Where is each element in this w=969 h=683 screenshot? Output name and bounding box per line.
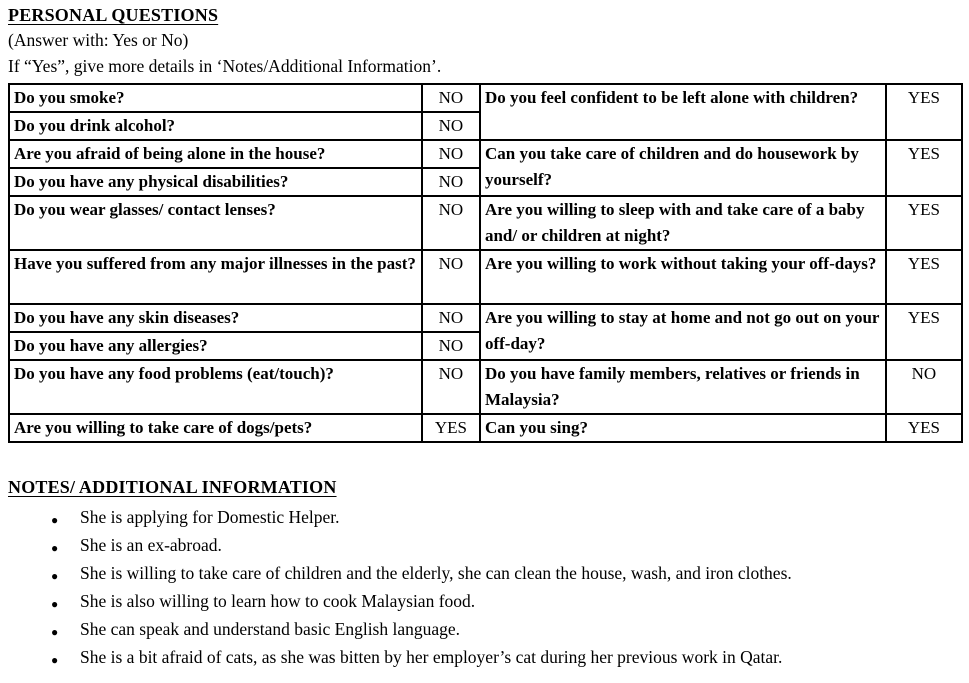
- answer-cell: YES: [886, 196, 962, 250]
- bullet-icon: ●: [51, 653, 59, 667]
- answer-cell: YES: [886, 250, 962, 304]
- answer-cell: YES: [886, 304, 962, 360]
- answer-cell: NO: [422, 168, 480, 196]
- list-item: [8, 619, 963, 640]
- answer-cell: YES: [886, 84, 962, 140]
- bullet-icon: ●: [51, 541, 59, 555]
- list-item: [8, 591, 963, 612]
- answer-cell: YES: [422, 414, 480, 442]
- answer-cell: NO: [886, 360, 962, 414]
- question-cell: Do you smoke?: [9, 84, 422, 112]
- answer-cell: NO: [422, 250, 480, 304]
- question-cell: Can you take care of children and do housework by yourself?: [480, 140, 886, 196]
- question-cell: Are you willing to work without taking your off-days?: [480, 250, 886, 304]
- page-title: PERSONAL QUESTIONS: [8, 5, 219, 25]
- table-row: [9, 196, 962, 250]
- bullet-icon: ●: [51, 625, 59, 639]
- note-text: She is applying for Domestic Helper.: [80, 507, 340, 527]
- personal-questions-table: [8, 83, 963, 443]
- question-cell: Do you have any allergies?: [9, 332, 422, 360]
- answer-cell: NO: [422, 304, 480, 332]
- notes-list: [8, 507, 963, 668]
- answer-cell: NO: [422, 112, 480, 140]
- answer-instruction: (Answer with: Yes or No): [8, 30, 189, 50]
- table-row: [9, 140, 962, 168]
- note-text: She is also willing to learn how to cook Malaysian food.: [80, 591, 476, 611]
- question-cell: Do you have any physical disabilities?: [9, 168, 422, 196]
- answer-cell: YES: [886, 140, 962, 196]
- note-text: She is willing to take care of children and the elderly, she can clean the house, wash, and iron clothes.: [80, 563, 792, 583]
- note-text: She is an ex-abroad.: [80, 535, 222, 555]
- answer-cell: NO: [422, 332, 480, 360]
- notes-heading: NOTES/ ADDITIONAL INFORMATION: [8, 477, 337, 497]
- question-cell: Do you have family members, relatives or friends in Malaysia?: [480, 360, 886, 414]
- question-cell: Are you willing to stay at home and not go out on your off-day?: [480, 304, 886, 360]
- answer-cell: YES: [886, 414, 962, 442]
- bullet-icon: ●: [51, 513, 59, 527]
- list-item: [8, 563, 963, 584]
- note-text: She is a bit afraid of cats, as she was bitten by her employer’s cat during her previous work in Qatar.: [80, 647, 783, 667]
- list-item: [8, 507, 963, 528]
- answer-cell: NO: [422, 84, 480, 112]
- details-instruction: If “Yes”, give more details in ‘Notes/Additional Information’.: [8, 56, 442, 76]
- table-row: [9, 414, 962, 442]
- note-text: She can speak and understand basic English language.: [80, 619, 461, 639]
- question-cell: Do you feel confident to be left alone with children?: [480, 84, 886, 140]
- answer-cell: NO: [422, 196, 480, 250]
- answer-cell: NO: [422, 140, 480, 168]
- question-cell: Do you wear glasses/ contact lenses?: [9, 196, 422, 250]
- question-cell: Are you willing to sleep with and take care of a baby and/ or children at night?: [480, 196, 886, 250]
- answer-cell: NO: [422, 360, 480, 414]
- question-cell: Do you have any skin diseases?: [9, 304, 422, 332]
- table-row: [9, 360, 962, 414]
- question-cell: Do you have any food problems (eat/touch)?: [9, 360, 422, 414]
- question-cell: Are you afraid of being alone in the house?: [9, 140, 422, 168]
- table-row: [9, 84, 962, 112]
- question-cell: Can you sing?: [480, 414, 886, 442]
- question-cell: Do you drink alcohol?: [9, 112, 422, 140]
- question-cell: Are you willing to take care of dogs/pets?: [9, 414, 422, 442]
- question-cell: Have you suffered from any major illnesses in the past?: [9, 250, 422, 304]
- bullet-icon: ●: [51, 569, 59, 583]
- list-item: [8, 535, 963, 556]
- bullet-icon: ●: [51, 597, 59, 611]
- table-row: [9, 304, 962, 332]
- list-item: [8, 647, 963, 668]
- table-row: [9, 250, 962, 304]
